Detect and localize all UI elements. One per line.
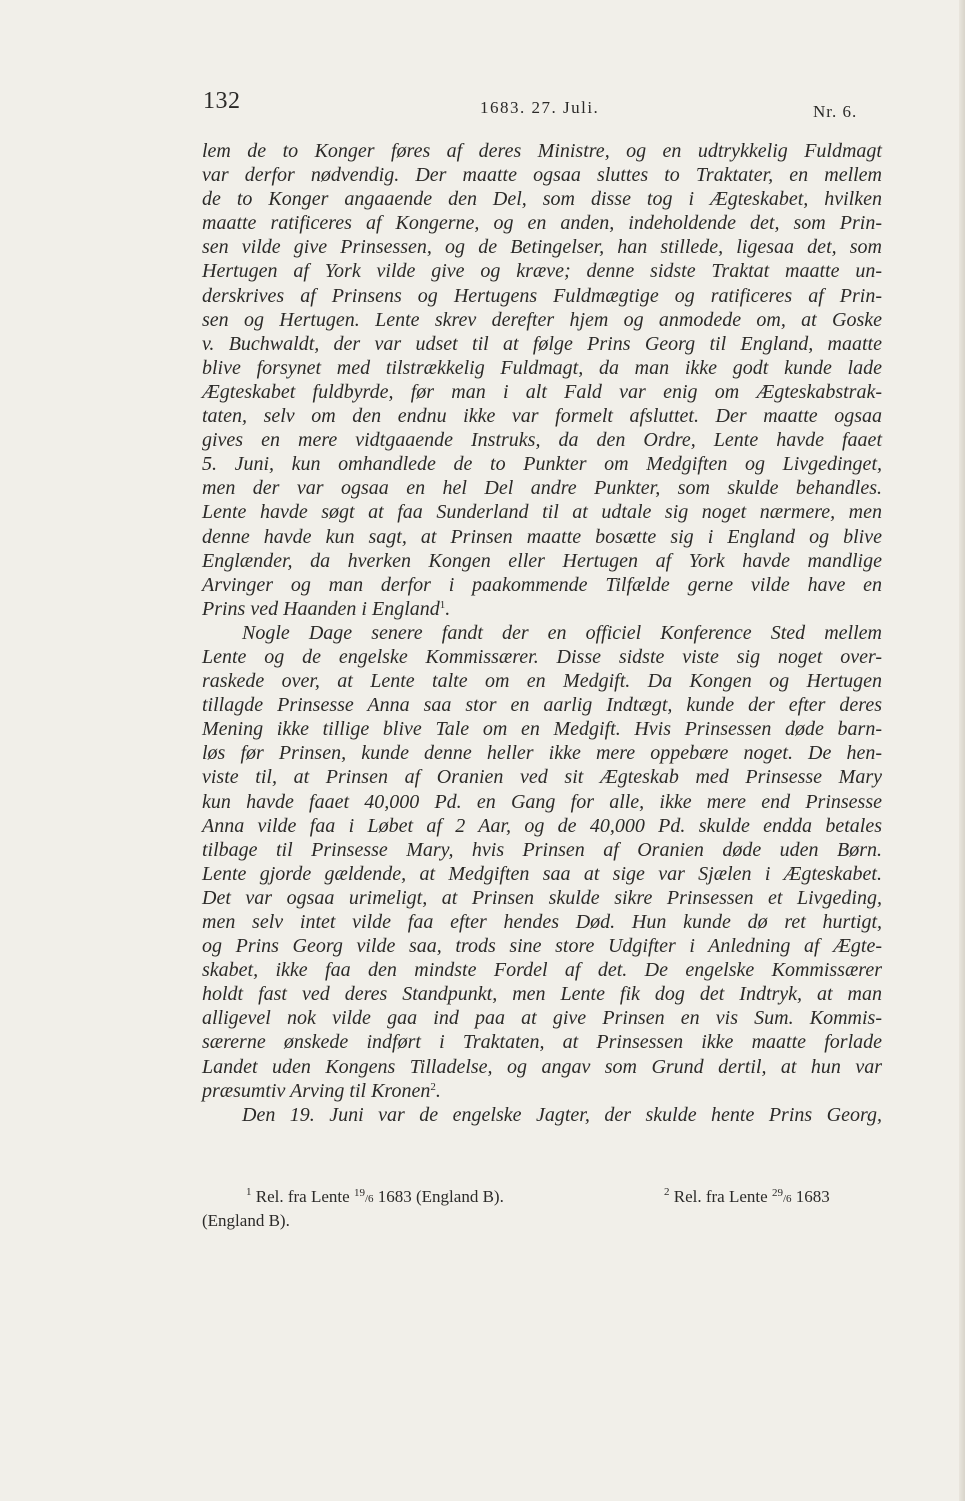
text-line: kun havde faaet 40,000 Pd. en Gang for alle, ikke mere end Prinsesse xyxy=(202,790,882,813)
footnotes xyxy=(202,1185,882,1233)
running-head: 1683. 27. Juli. xyxy=(480,98,600,117)
footnote-2-suffix: 1683 xyxy=(791,1187,830,1206)
document-number: Nr. 6. xyxy=(813,102,858,121)
text-line: tilbage til Prinsesse Mary, hvis Prinsen af Oranien døde uden Børn. xyxy=(202,838,882,861)
text-line: denne havde kun sagt, at Prinsen maatte bosætte sig i England og blive xyxy=(202,525,882,548)
text-line: løs før Prinsen, kunde denne heller ikke mere oppebære noget. De hen- xyxy=(202,742,882,765)
text-line: Lente gjorde gældende, at Medgiften saa at sige var Sjælen i Ægteskabet. xyxy=(202,862,882,885)
page-header xyxy=(0,88,965,128)
sentence-period: . xyxy=(445,597,451,620)
text-line: sen og Hertugen. Lente skrev derefter hjem og anmodede om, at Goske xyxy=(202,308,882,331)
footnote-reference-1: 1 xyxy=(439,598,446,611)
text-line: Hertugen af York vilde give og kræve; denne sidste Traktat maatte un- xyxy=(202,260,882,283)
text-line: v. Buchwaldt, der var udset til at følge Prins Georg til England, maatte xyxy=(202,332,882,355)
text-line: men selv intet vilde faa efter hendes Død. Hun kunde dø ret hurtigt, xyxy=(202,911,882,933)
footnote-2-month: /6 xyxy=(782,1193,792,1205)
footnote-2-prefix: Rel. fra Lente xyxy=(673,1187,772,1206)
text-line: sen vilde give Prinsessen, og de Betingelser, han stillede, ligesaa det, som xyxy=(202,236,882,259)
footnote-1-day: 19 xyxy=(353,1187,365,1199)
text-line: blive forsynet med tilstrækkelig Fuldmagt, da man ikke godt kunde lade xyxy=(202,356,882,379)
text-line: holdt fast ved deres Standpunkt, men Lente fik dog det Indtryk, at man xyxy=(202,983,882,1006)
text-line: var derfor nødvendig. Der maatte ogsaa sluttes to Traktater, en mellem xyxy=(202,164,882,187)
text-line: raskede over, at Lente talte om en Medgift. Da Kongen og Hertugen xyxy=(202,670,882,693)
text-line: alligevel nok vilde gaa ind paa at give Prinsen en vis Sum. Kommis- xyxy=(202,1007,882,1030)
text-line: Ægteskabet fuldbyrde, før man i alt Fald var enig om Ægteskabstrak- xyxy=(202,380,882,403)
footnote-2-continuation: (England B). xyxy=(202,1211,290,1230)
text-line: Anna vilde faa i Løbet af 2 Aar, og de 40,000 Pd. skulde endda betales xyxy=(202,814,882,837)
text-line: tillagde Prinsesse Anna saa stor en aarlig Indtægt, kunde der efter deres xyxy=(202,694,882,717)
footnote-2-day: 29 xyxy=(771,1187,783,1199)
sentence-period: . xyxy=(435,1079,441,1102)
footnote-row xyxy=(202,1185,882,1209)
paragraph-start-line: Den 19. Juni var de engelske Jagter, der skulde hente Prins Georg, xyxy=(242,1103,882,1126)
text-line: Mening ikke tillige blive Tale om en Medgift. Hvis Prinsessen døde barn- xyxy=(202,718,882,741)
text-line: skabet, ikke faa den mindste Fordel af det. De engelske Kommissærer xyxy=(202,959,882,982)
text-line: de to Konger angaaende den Del, som disse tog i Ægteskabet, hvilken xyxy=(202,188,882,211)
text-line-with-footnote xyxy=(202,597,882,621)
text-line: særerne ønskede indført i Traktaten, at Prinsessen ikke maatte forlade xyxy=(202,1031,882,1054)
footnote-1-month: /6 xyxy=(364,1193,374,1205)
footnote-2-mark: 2 xyxy=(664,1186,670,1198)
text-line: lem de to Konger føres af deres Ministre, og en udtrykkelig Fuldmagt xyxy=(202,140,882,162)
text-line: Lente havde søgt at faa Sunderland til at udtale sig noget nærmere, men xyxy=(202,501,882,524)
text-line: Englænder, da hverken Kongen eller Hertugen af York havde mandlige xyxy=(202,549,882,572)
text-fragment: præsumtiv Arving til Kronen xyxy=(202,1079,431,1102)
text-line-with-footnote xyxy=(202,1079,882,1103)
text-line: maatte ratificeres af Kongerne, og en anden, indeholdende det, som Prin- xyxy=(202,212,882,235)
text-line: gives en mere vidtgaaende Instruks, da den Ordre, Lente havde faaet xyxy=(202,429,882,452)
text-line: Det var ogsaa urimeligt, at Prinsen skulde sikre Prinsessen et Livgeding, xyxy=(202,886,882,909)
text-fragment: Prins ved Haanden i England xyxy=(202,597,440,620)
body-text xyxy=(202,139,882,1127)
text-line: viste til, at Prinsen af Oranien ved sit Ægteskab med Prinsesse Mary xyxy=(202,766,882,789)
paragraph-start-line: Nogle Dage senere fandt der en officiel Konference Sted mellem xyxy=(242,621,882,644)
text-line: Lente og de engelske Kommissærer. Disse sidste viste sig noget over- xyxy=(202,645,882,668)
footnote-reference-2: 2 xyxy=(430,1080,436,1093)
page-number: 132 xyxy=(203,88,241,114)
footnote-1-mark: 1 xyxy=(246,1186,252,1198)
text-line: men der var ogsaa en hel Del andre Punkter, som skulde behandles. xyxy=(202,477,882,500)
footnote-1-suffix: 1683 (England B). xyxy=(373,1187,504,1206)
page-edge xyxy=(959,0,965,1501)
text-line: Arvinger og man derfor i paakommende Tilfælde gerne vilde have en xyxy=(202,573,882,596)
text-line: derskrives af Prinsens og Hertugens Fuldmægtige og ratificeres af Prin- xyxy=(202,284,882,307)
footnote-1 xyxy=(246,1185,504,1211)
text-line: og Prins Georg vilde saa, trods sine store Udgifter i Anledning af Ægte- xyxy=(202,935,882,958)
footnote-1-prefix: Rel. fra Lente xyxy=(255,1187,354,1206)
footnote-2 xyxy=(664,1185,830,1211)
text-line: taten, selv om den endnu ikke var formelt afsluttet. Der maatte ogsaa xyxy=(202,405,882,428)
text-line: 5. Juni, kun omhandlede de to Punkter om Medgiften og Livgedinget, xyxy=(202,453,882,476)
text-line: Landet uden Kongens Tilladelse, og angav som Grund dertil, at hun var xyxy=(202,1055,882,1078)
